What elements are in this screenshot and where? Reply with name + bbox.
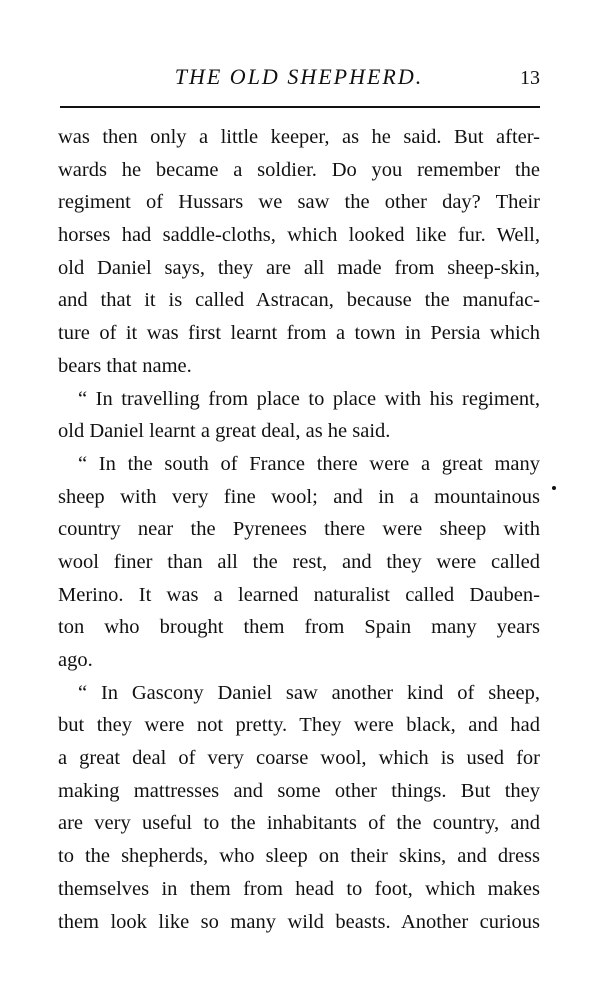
body-text [58,121,540,938]
text-line: making mattresses and some other things. But they [58,779,540,802]
header-rule [60,106,540,108]
text-line: Merino. It was a learned naturalist called Dauben- [58,583,540,606]
text-line: was then only a little keeper, as he said. But after- [58,126,540,148]
text-line: horses had saddle-cloths, which looked like fur. Well, [58,224,540,247]
text-line: bears that name. [58,354,192,377]
text-line: “ In Gascony Daniel saw another kind of sheep, [78,681,540,704]
text-line: and that it is called Astracan, because the manufac- [58,289,540,312]
text-line: a great deal of very coarse wool, which is used for [58,747,540,770]
text-line: wool finer than all the rest, and they were called [58,550,540,573]
page-number: 13 [520,67,540,89]
text-line: regiment of Hussars we saw the other day? Their [58,191,540,214]
text-line: country near the Pyrenees there were sheep with [58,518,540,541]
running-title: THE OLD SHEPHERD. [174,64,424,89]
text-line: sheep with very fine wool; and in a mountainous [58,485,540,508]
text-line: them look like so many wild beasts. Another curious [58,910,540,933]
text-line: are very useful to the inhabitants of the country, and [58,812,540,835]
text-line: wards he became a soldier. Do you remember the [58,158,540,181]
text-line: to the shepherds, who sleep on their skins, and dress [58,845,540,868]
text-line: “ In travelling from place to place with his regiment, [78,387,540,410]
text-line: themselves in them from head to foot, which makes [58,877,540,900]
running-head [58,62,540,98]
ink-dot [552,486,556,490]
text-line: “ In the south of France there were a great many [78,452,540,475]
text-line: ture of it was first learnt from a town in Persia which [58,322,540,345]
text-line: but they were not pretty. They were black, and had [58,714,540,737]
text-line: ton who brought them from Spain many years [58,616,540,639]
text-line: old Daniel says, they are all made from sheep-skin, [58,256,540,279]
text-line: old Daniel learnt a great deal, as he said. [58,420,391,443]
text-line: ago. [58,649,93,671]
